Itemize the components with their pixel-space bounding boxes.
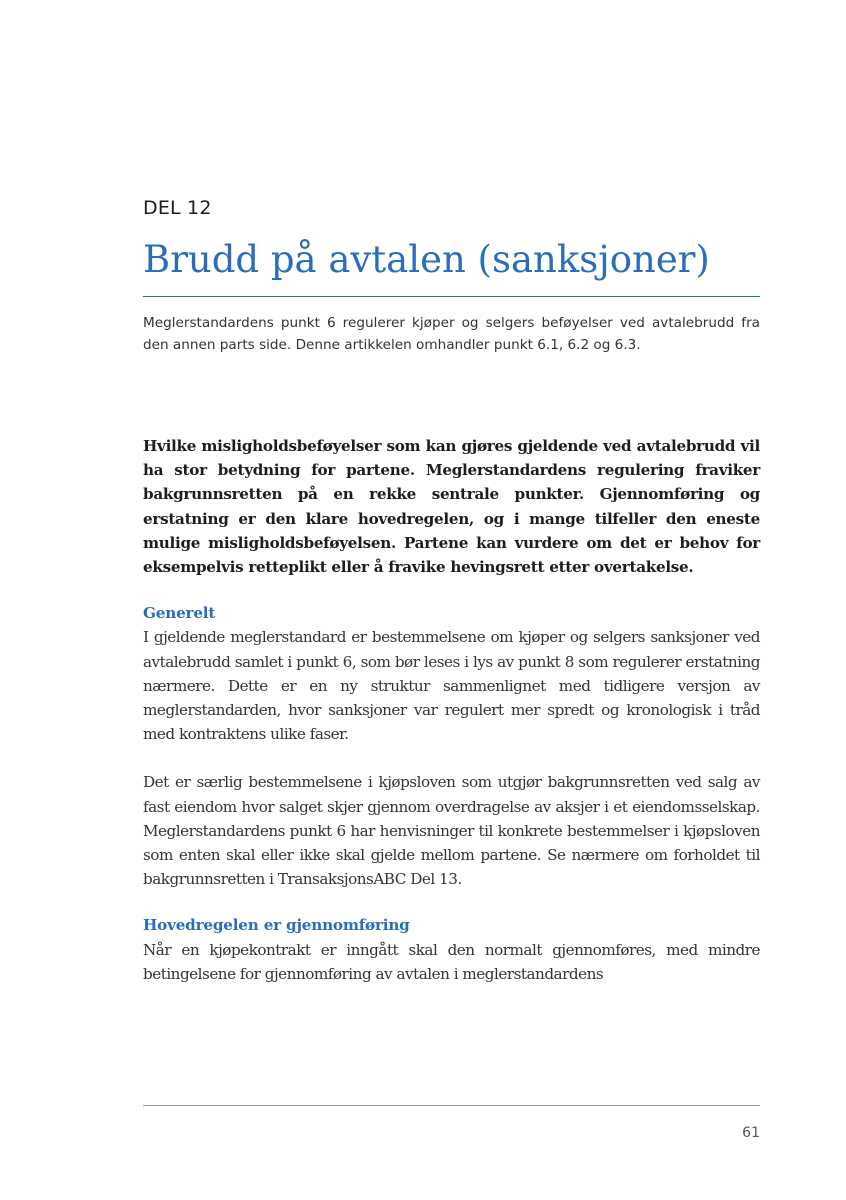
document-page bbox=[143, 0, 760, 1200]
article-body bbox=[143, 434, 760, 986]
intro-text: Meglerstandardens punkt 6 regulerer kjøper og selgers beføyelser ved avtalebrudd fra den annen parts side. Denne artikkelen omhandler punkt 6.1, 6.2 og 6.3. bbox=[143, 315, 760, 353]
paragraph: I gjeldende meglerstandard er bestemmelsene om kjøper og selgers sanksjoner ved avtalebrudd samlet i punkt 6, som bør leses i lys av punkt 8 som regulerer erstatning nærmere. Dette er en ny struktur sammenlignet med tidligere versjon av meglerstandarden, hvor sanksjoner var regulert mer spredt og kronologisk i tråd med kontraktens ulike faser. bbox=[143, 628, 760, 744]
subheading-generelt: Generelt bbox=[143, 604, 216, 623]
paragraph: Det er særlig bestemmelsene i kjøpsloven som utgjør bakgrunnsretten ved salg av fast eiendom hvor salget skjer gjennom overdragelse av aksjer i et eiendomsselskap. Meglerstandardens punkt 6 har henvisninger til konkrete bestemmelser i kjøpsloven som enten skal eller ikke skal gjelde mellom partene. Se nærmere om forholdet til bakgrunnsretten i TransaksjonsABC Del 13. bbox=[143, 773, 760, 889]
subheading-hovedregelen: Hovedregelen er gjennomføring bbox=[143, 916, 410, 935]
paragraph: Når en kjøpekontrakt er inngått skal den normalt gjennomføres, med mindre betingelsene for gjennomføring av avtalen i meglerstandardens bbox=[143, 940, 760, 983]
footer-divider bbox=[143, 1105, 760, 1106]
lead-paragraph: Hvilke misligholdsbeføyelser som kan gjøres gjeldende ved avtalebrudd vil ha stor betydning for partene. Meglerstandardens regulering fraviker bakgrunnsretten på en rekke sentrale punkter. Gjennomføring og erstatning er den klare hovedregelen, og i mange tilfeller den eneste mulige misligholdsbeføyelsen. Partene kan vurdere om det er behov for eksempelvis retteplikt eller å fravike hevingsrett etter overtakelse. bbox=[143, 437, 760, 577]
title-divider bbox=[143, 296, 760, 297]
section-label: DEL 12 bbox=[143, 197, 212, 219]
page-number: 61 bbox=[742, 1125, 760, 1141]
page-title: Brudd på avtalen (sanksjoner) bbox=[143, 238, 710, 281]
